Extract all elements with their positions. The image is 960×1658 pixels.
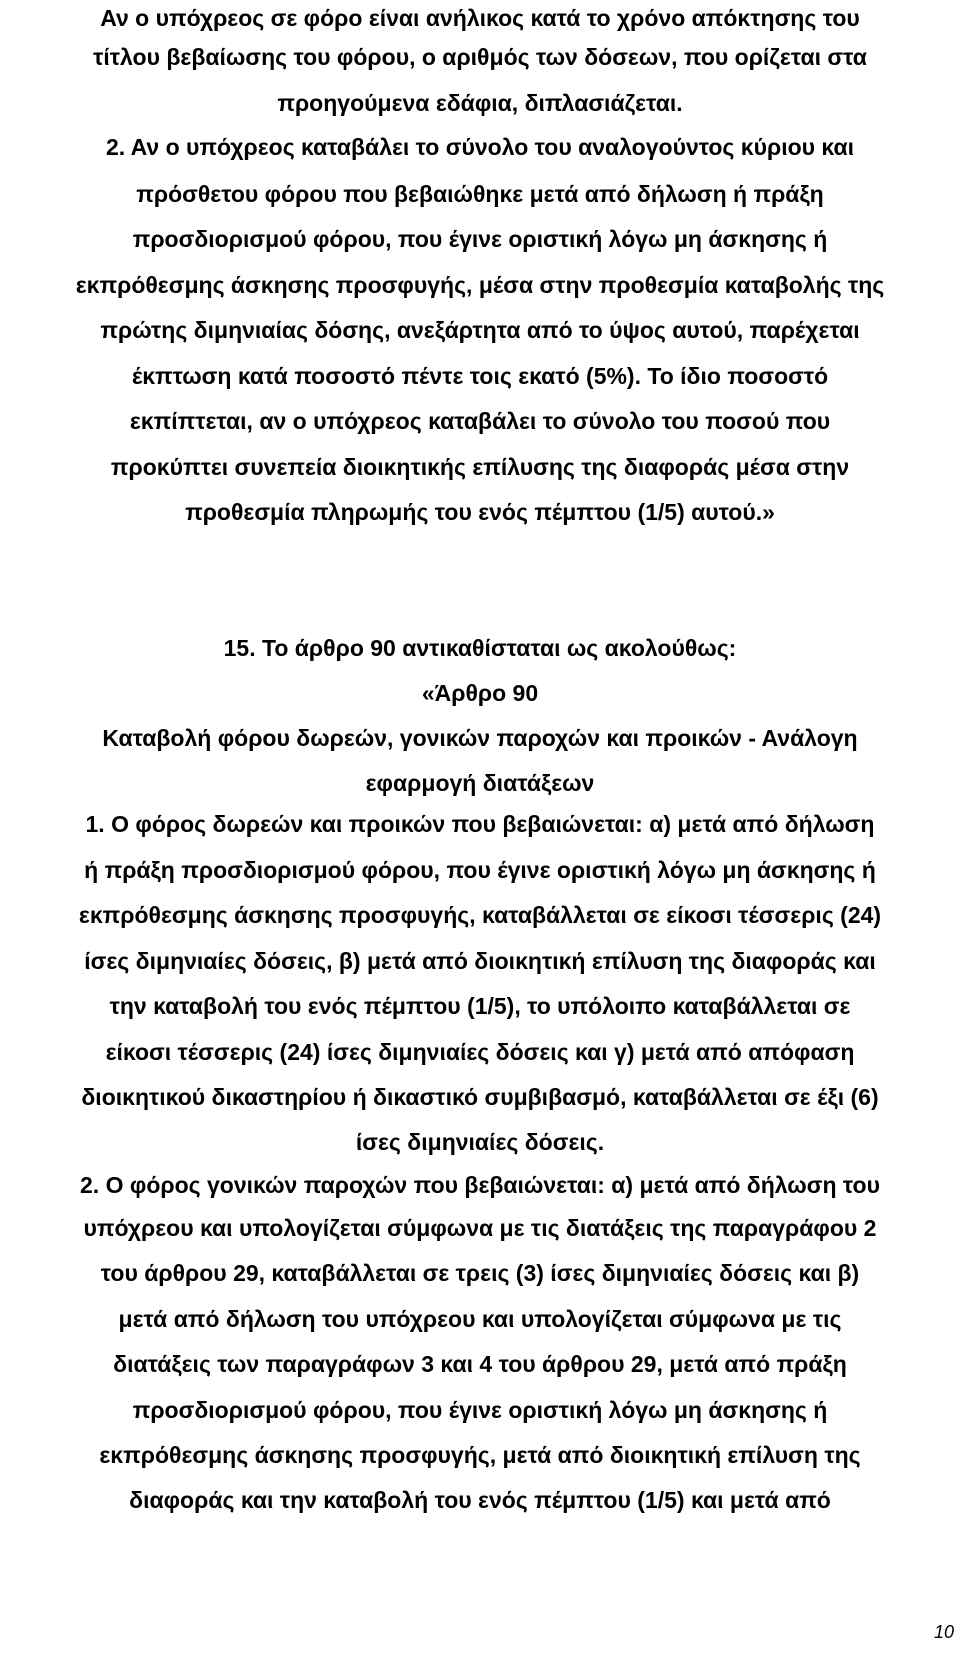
- text-line: προηγούμενα εδάφια, διπλασιάζεται.: [277, 90, 683, 116]
- text-line: ίσες διμηνιαίες δόσεις.: [355, 1129, 605, 1155]
- text-line: μετά από δήλωση του υπόχρεου και υπολογίζεται σύμφωνα με τις: [118, 1306, 842, 1332]
- section-heading: 15. Το άρθρο 90 αντικαθίσταται ως ακολούθως:: [223, 635, 737, 661]
- text-line: εκπρόθεσμης άσκησης προσφυγής, μέσα στην προθεσμία καταβολής της: [75, 272, 885, 298]
- text-line: διοικητικού δικαστηρίου ή δικαστικό συμβιβασμό, καταβάλλεται σε έξι (6): [81, 1084, 879, 1110]
- text-line: εκπρόθεσμης άσκησης προσφυγής, μετά από διοικητική επίλυση της: [99, 1442, 861, 1468]
- article-subtitle: εφαρμογή διατάξεων: [365, 770, 595, 796]
- text-line: έκπτωση κατά ποσοστό πέντε τοις εκατό (5%). Το ίδιο ποσοστό: [131, 363, 829, 389]
- text-line: του άρθρου 29, καταβάλλεται σε τρεις (3) ίσες διμηνιαίες δόσεις και β): [100, 1260, 860, 1286]
- text-line: προσδιορισμού φόρου, που έγινε οριστική λόγω μη άσκησης ή: [132, 1397, 828, 1423]
- article-subtitle: Καταβολή φόρου δωρεών, γονικών παροχών και προικών - Ανάλογη: [102, 725, 858, 751]
- text-line: είκοσι τέσσερις (24) ίσες διμηνιαίες δόσεις και γ) μετά από απόφαση: [105, 1039, 855, 1065]
- text-line: εκπρόθεσμης άσκησης προσφυγής, καταβάλλεται σε είκοσι τέσσερις (24): [78, 902, 882, 928]
- article-title: «Άρθρο 90: [421, 680, 539, 706]
- text-line: 1. Ο φόρος δωρεών και προικών που βεβαιώνεται: α) μετά από δήλωση: [85, 811, 875, 837]
- text-line: ή πράξη προσδιορισμού φόρου, που έγινε οριστική λόγω μη άσκησης ή: [84, 857, 876, 883]
- text-line: διαφοράς και την καταβολή του ενός πέμπτου (1/5) και μετά από: [129, 1487, 831, 1513]
- text-line: πρώτης διμηνιαίας δόσης, ανεξάρτητα από το ύψος αυτού, παρέχεται: [100, 317, 860, 343]
- text-line: προθεσμία πληρωμής του ενός πέμπτου (1/5) αυτού.»: [185, 499, 775, 525]
- text-line: διατάξεις των παραγράφων 3 και 4 του άρθρου 29, μετά από πράξη: [113, 1351, 847, 1377]
- text-line: πρόσθετου φόρου που βεβαιώθηκε μετά από δήλωση ή πράξη: [136, 181, 824, 207]
- text-line: 2. Ο φόρος γονικών παροχών που βεβαιώνεται: α) μετά από δήλωση του: [80, 1172, 880, 1198]
- text-line: Αν ο υπόχρεος σε φόρο είναι ανήλικος κατά το χρόνο απόκτησης του: [100, 5, 860, 31]
- text-line: εκπίπτεται, αν ο υπόχρεος καταβάλει το σύνολο του ποσού που: [129, 408, 831, 434]
- text-line: προκύπτει συνεπεία διοικητικής επίλυσης της διαφοράς μέσα στην: [110, 454, 850, 480]
- text-line: υπόχρεου και υπολογίζεται σύμφωνα με τις διατάξεις της παραγράφου 2: [83, 1215, 877, 1241]
- text-line: τίτλου βεβαίωσης του φόρου, ο αριθμός των δόσεων, που ορίζεται στα: [93, 44, 867, 70]
- text-line: 2. Αν ο υπόχρεος καταβάλει το σύνολο του αναλογούντος κύριου και: [105, 134, 855, 160]
- page-number: 10: [933, 1622, 954, 1642]
- text-line: την καταβολή του ενός πέμπτου (1/5), το υπόλοιπο καταβάλλεται σε: [109, 993, 851, 1019]
- text-line: ίσες διμηνιαίες δόσεις, β) μετά από διοικητική επίλυση της διαφοράς και: [84, 948, 876, 974]
- text-line: προσδιορισμού φόρου, που έγινε οριστική λόγω μη άσκησης ή: [132, 226, 828, 252]
